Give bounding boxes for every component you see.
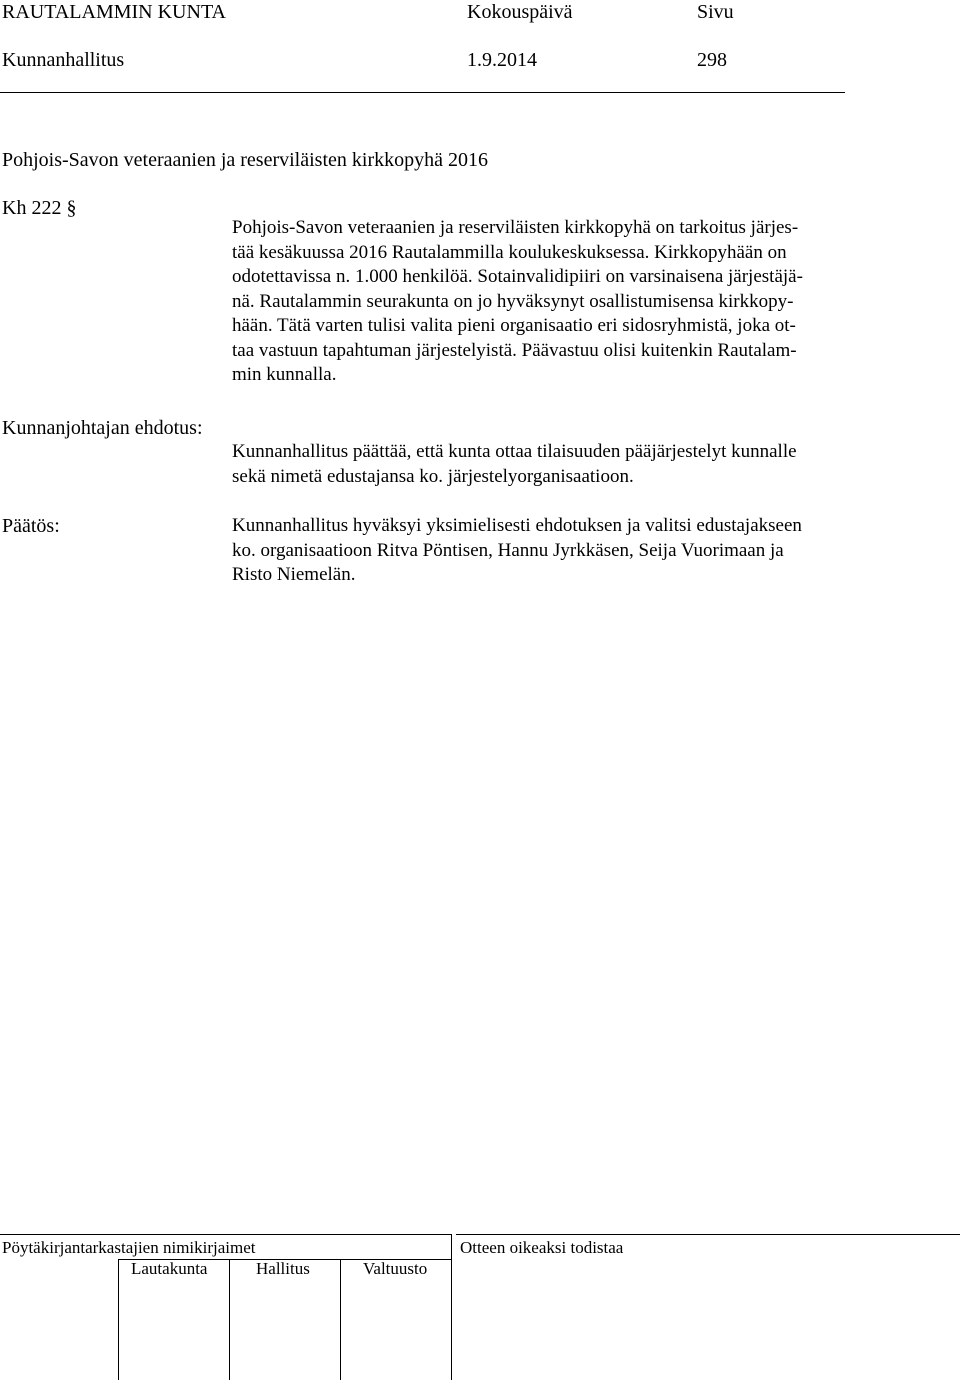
meeting-date-label: Kokouspäivä bbox=[467, 1, 573, 23]
item-title: Pohjois-Savon veteraanien ja reserviläisten kirkkopyhä 2016 bbox=[2, 149, 488, 171]
proposal-line: Kunnanhallitus päättää, että kunta ottaa tilaisuuden pääjärjestelyt kunnalle bbox=[232, 441, 797, 462]
description-line: odotettavissa n. 1.000 henkilöä. Sotainvalidipiiri on varsinaisena järjestäjä- bbox=[232, 266, 803, 287]
description-line: hään. Tätä varten tulisi valita pieni organisaatio eri sidosryhmistä, joka ot- bbox=[232, 315, 796, 336]
footer-rule-left bbox=[0, 1234, 451, 1235]
footer-rule-right bbox=[456, 1234, 960, 1235]
initials-column-divider bbox=[118, 1259, 119, 1380]
proposal-label: Kunnanjohtajan ehdotus: bbox=[2, 417, 203, 439]
meeting-date: 1.9.2014 bbox=[467, 49, 537, 71]
description-line: min kunnalla. bbox=[232, 364, 337, 385]
initials-column-divider bbox=[340, 1259, 341, 1380]
proposal-text bbox=[232, 440, 882, 489]
initials-label: Pöytäkirjantarkastajien nimikirjaimet bbox=[2, 1238, 256, 1257]
decision-text bbox=[232, 514, 882, 588]
page-number: 298 bbox=[697, 49, 727, 71]
column-lautakunta: Lautakunta bbox=[131, 1259, 208, 1278]
decision-line: Kunnanhallitus hyväksyi yksimielisesti ehdotuksen ja valitsi edustajakseen bbox=[232, 515, 802, 536]
item-number: Kh 222 § bbox=[2, 197, 77, 219]
description-line: nä. Rautalammin seurakunta on jo hyväksynyt osallistumisensa kirkkopy- bbox=[232, 290, 794, 312]
decision-line: ko. organisaatioon Ritva Pöntisen, Hannu Jyrkkäsen, Seija Vuorimaan ja bbox=[232, 539, 784, 561]
header-rule bbox=[0, 92, 845, 93]
initials-column-divider bbox=[229, 1259, 230, 1380]
page-label: Sivu bbox=[697, 1, 734, 23]
municipality-name: RAUTALAMMIN KUNTA bbox=[2, 1, 227, 23]
decision-label: Päätös: bbox=[2, 515, 60, 537]
certified-label: Otteen oikeaksi todistaa bbox=[460, 1238, 624, 1257]
description-line: Pohjois-Savon veteraanien ja reserviläisten kirkkopyhä on tarkoitus järjes- bbox=[232, 217, 799, 238]
decision-line: Risto Niemelän. bbox=[232, 564, 356, 585]
description-line: taa vastuun tapahtuman järjestelyistä. Päävastuu olisi kuitenkin Rautalam- bbox=[232, 339, 797, 361]
column-valtuusto: Valtuusto bbox=[363, 1259, 428, 1278]
proposal-line: sekä nimetä edustajansa ko. järjestelyorganisaatioon. bbox=[232, 465, 634, 487]
footer-divider bbox=[451, 1234, 452, 1380]
body-name: Kunnanhallitus bbox=[2, 49, 125, 71]
description-line: tää kesäkuussa 2016 Rautalammilla koulukeskuksessa. Kirkkopyhään on bbox=[232, 241, 787, 263]
item-description bbox=[232, 216, 882, 388]
column-hallitus: Hallitus bbox=[256, 1259, 310, 1278]
